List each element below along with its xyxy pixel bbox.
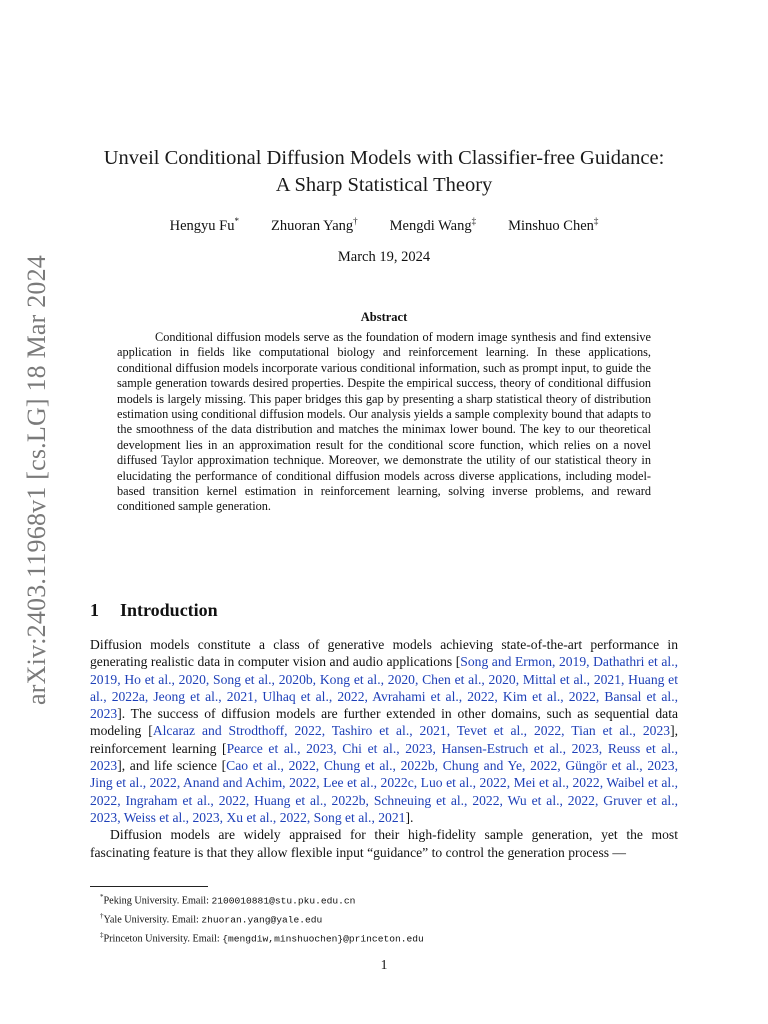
title-line-1: Unveil Conditional Diffusion Models with Classifier-free Guidance:: [103, 147, 665, 169]
footnote: [100, 928, 424, 947]
publication-date: March 19, 2024: [337, 249, 431, 265]
abstract-text: Conditional diffusion models serve as the foundation of modern image synthesis and find extensive application in fields like computational biology and reinforcement learning. In these applications, conditional diffusion models incorporate various conditional information, such as prompt input, to guide the sample generation towards desired properties. Despite the empirical success, theory of conditional diffusion models is largely missing. This paper bridges this gap by presenting a sharp statistical theory of distribution estimation using conditional diffusion models. Our analysis yields a sample complexity bound that adapts to the smoothness of the data distribution and matches the minimax lower bound. The key to our theoretical development lies in an approximation result for the conditional score function, which relies on a novel diffused Taylor approximation technique. Moreover, we demonstrate the utility of our statistical theory in elucidating the performance of conditional diffusion models across diverse applications, including model-based transition kernel estimation in reinforcement learning, solving inverse problems, and reward conditioned sample generation.: [117, 330, 651, 514]
footnote-text: Peking University. Email:: [103, 895, 212, 907]
citation-link[interactable]: Cao et al., 2022, Chung et al., 2022b, Chung and Ye, 2022, Güngör et al., 2023, Jing et al., 2022, Anand and Achim, 2022, Lee et al., 2022c, Luo et al., 2022, Mei et al., 2022, Waibel et al., 2022, Ingraham et al., 2022, Huang et al., 2022b, Schneuing et al., 2022, Wu et al., 2022, Gruver et al., 2023, Weiss et al., 2023, Xu et al., 2022, Song et al., 2021: [90, 758, 678, 825]
author: [170, 216, 239, 235]
page-number: 1: [380, 957, 388, 972]
author-mark: *: [234, 216, 239, 226]
title-line-2: A Sharp Statistical Theory: [275, 174, 493, 196]
citation-link[interactable]: Pearce et al., 2023, Chi et al., 2023, Hansen-Estruch et al., 2023, Reuss et al., 2023: [90, 740, 678, 774]
citation-link[interactable]: Alcaraz and Strodthoff, 2022, Tashiro et al., 2021, Tevet et al., 2022, Tian et al., 2023: [152, 723, 671, 739]
footnote-email: 2100010881@stu.pku.edu.cn: [211, 895, 356, 907]
author-list: [90, 216, 678, 235]
footnote-email: zhuoran.yang@yale.edu: [201, 914, 323, 926]
author-name: Minshuo Chen: [508, 217, 594, 234]
introduction-body: [90, 636, 678, 861]
footnote-mark: ‡: [100, 930, 104, 939]
intro-text: ], and life science [: [117, 758, 227, 774]
citation-link[interactable]: Song and Ermon, 2019, Dathathri et al., 2019, Ho et al., 2020, Song et al., 2020b, Kong et al., 2020, Chen et al., 2020, Mittal et al., 2021, Huang et al., 2022a, Jeong et al., 2021, Ulhaq et al., 2022, Avrahami et al., 2022, Kim et al., 2022, Bansal et al., 2023: [90, 654, 678, 722]
footnote-mark: †: [100, 911, 104, 920]
intro-paragraph-2: Diffusion models are widely appraised for their high-fidelity sample generation, yet the most fascinating feature is that they allow flexible input “guidance” to control the generation process —: [90, 827, 678, 860]
section-number: 1: [90, 600, 99, 620]
footnote-divider: [90, 886, 208, 887]
footnote-mark: *: [100, 893, 104, 901]
author: [508, 216, 598, 235]
author-mark: †: [353, 216, 358, 226]
intro-text: ].: [405, 809, 414, 825]
section-heading: [90, 600, 218, 621]
arxiv-identifier-stamp: arXiv:2403.11968v1 [cs.LG] 18 Mar 2024: [22, 254, 51, 706]
intro-paragraph-1: [90, 636, 678, 826]
paper-title: [90, 145, 678, 199]
author-name: Mengdi Wang: [389, 217, 472, 234]
author: [390, 216, 476, 235]
footnote-email: {mengdiw,minshuochen}@princeton.edu: [222, 933, 424, 945]
footnotes: [100, 890, 424, 947]
intro-text: Diffusion models constitute a class of generative models achieving state-of-the-art performance in generating realistic data in computer vision and audio applications [: [90, 637, 678, 670]
abstract-heading: Abstract: [360, 310, 408, 324]
footnote: [100, 909, 424, 928]
author-mark: ‡: [471, 216, 477, 226]
author-name: Zhuoran Yang: [270, 217, 354, 234]
footnote-text: Yale University. Email:: [103, 914, 202, 926]
section-title: Introduction: [120, 600, 218, 620]
intro-text: ]. The success of diffusion models are further extended in other domains, such as sequential data modeling [: [90, 706, 678, 739]
author-name: Hengyu Fu: [169, 217, 235, 234]
footnote: [100, 890, 424, 909]
intro-text: ], reinforcement learning [: [90, 723, 679, 756]
author: [271, 216, 358, 235]
footnote-text: Princeton University. Email:: [103, 933, 223, 945]
author-mark: ‡: [593, 216, 599, 226]
